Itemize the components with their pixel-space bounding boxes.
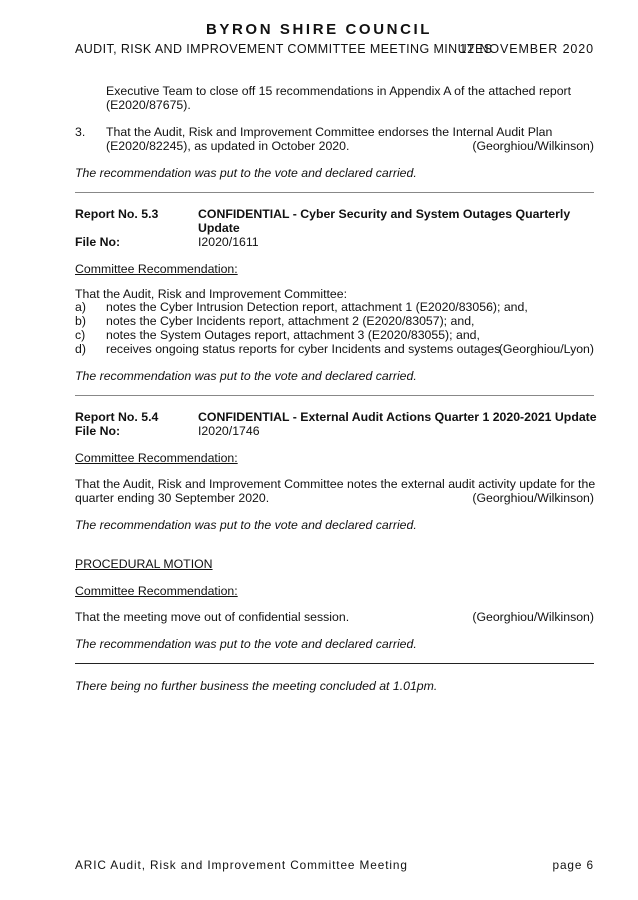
- list-item-letter: b): [75, 314, 86, 328]
- procedural-text: That the meeting move out of confidential session.: [75, 610, 350, 624]
- report-5-3-file-label: File No:: [75, 235, 121, 249]
- report-5-4-line-1: That the Audit, Risk and Improvement Committee notes the external audit activity update for the: [75, 477, 596, 491]
- procedural-mover: (Georghiou/Wilkinson): [472, 610, 594, 624]
- report-5-4-mover: (Georghiou/Wilkinson): [472, 491, 594, 505]
- report-5-4-label: Report No. 5.4: [75, 410, 159, 424]
- carried-statement: The recommendation was put to the vote and declared carried.: [75, 637, 417, 651]
- meeting-date: 12 NOVEMBER 2020: [459, 42, 594, 56]
- report-5-3-label: Report No. 5.3: [75, 207, 159, 221]
- report-5-4-rec-heading: Committee Recommendation:: [75, 451, 238, 465]
- page-footer: [75, 858, 594, 873]
- report-5-3-intro: That the Audit, Risk and Improvement Committee:: [75, 287, 348, 301]
- footer-title: ARIC Audit, Risk and Improvement Committee Meeting: [75, 858, 408, 872]
- closing-statement: There being no further business the meeting concluded at 1.01pm.: [75, 679, 438, 693]
- report-5-3-title-line-2: Update: [198, 221, 240, 235]
- minutes-header: [75, 42, 594, 57]
- list-item-text: notes the Cyber Intrusion Detection report, attachment 1 (E2020/83056); and,: [106, 300, 528, 314]
- section-divider: [75, 192, 594, 193]
- item-3-mover: (Georghiou/Wilkinson): [472, 139, 594, 153]
- list-item-text: notes the Cyber Incidents report, attachment 2 (E2020/83057); and,: [106, 314, 475, 328]
- carried-statement: The recommendation was put to the vote and declared carried.: [75, 518, 417, 532]
- report-5-3-rec-heading: Committee Recommendation:: [75, 262, 238, 276]
- list-item-letter: c): [75, 328, 86, 342]
- report-5-4-file-label: File No:: [75, 424, 121, 438]
- report-5-4-title: CONFIDENTIAL - External Audit Actions Quarter 1 2020-2021 Update: [198, 410, 597, 424]
- list-item-text: receives ongoing status reports for cyber Incidents and systems outages: [106, 342, 501, 356]
- list-item-letter: a): [75, 300, 86, 314]
- report-5-3-mover: (Georghiou/Lyon): [498, 342, 594, 356]
- item-3-line-2: (E2020/82245), as updated in October 2020.: [106, 139, 350, 153]
- report-5-4-file-number: I2020/1746: [198, 424, 260, 438]
- carried-statement: The recommendation was put to the vote and declared carried.: [75, 166, 417, 180]
- list-item-letter: d): [75, 342, 86, 356]
- procedural-motion-heading: PROCEDURAL MOTION: [75, 557, 213, 571]
- item-3-number: 3.: [75, 125, 86, 139]
- page-number: page 6: [552, 858, 594, 872]
- closing-divider: [75, 663, 594, 664]
- carried-statement: The recommendation was put to the vote and declared carried.: [75, 369, 417, 383]
- continued-line-2: (E2020/87675).: [106, 98, 191, 112]
- list-item-text: notes the System Outages report, attachment 3 (E2020/83055); and,: [106, 328, 480, 342]
- report-5-3-title-line-1: CONFIDENTIAL - Cyber Security and System Outages Quarterly: [198, 207, 571, 221]
- minutes-title: AUDIT, RISK AND IMPROVEMENT COMMITTEE MEETING MINUTES: [75, 42, 493, 56]
- council-name: BYRON SHIRE COUNCIL: [205, 21, 433, 38]
- section-divider: [75, 395, 594, 396]
- report-5-3-file-number: I2020/1611: [198, 235, 259, 249]
- report-5-4-line-2: quarter ending 30 September 2020.: [75, 491, 270, 505]
- procedural-rec-heading: Committee Recommendation:: [75, 584, 238, 598]
- continued-line-1: Executive Team to close off 15 recommendations in Appendix A of the attached report: [106, 84, 572, 98]
- item-3-line-1: That the Audit, Risk and Improvement Committee endorses the Internal Audit Plan: [106, 125, 553, 139]
